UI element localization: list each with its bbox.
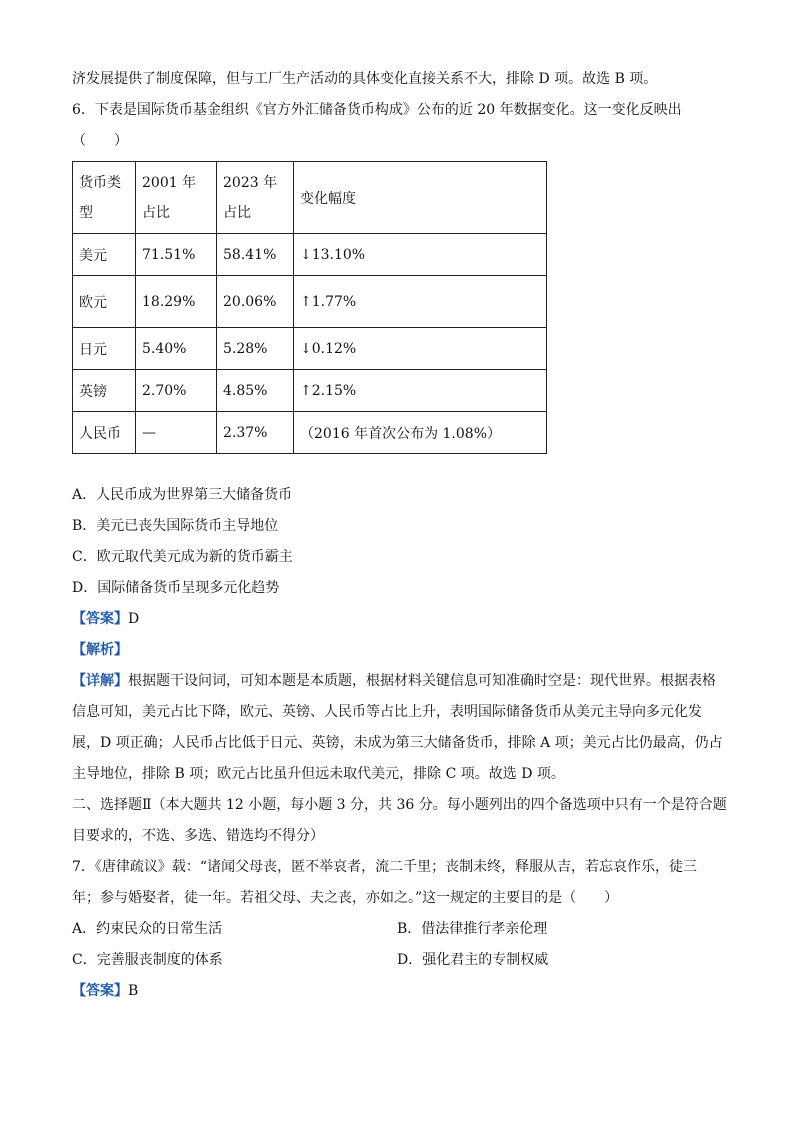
detail-text: 根据题干设问词，可知本题是本质题，根据材料关键信息可知准确时空是：现代世界。根据表格 (128, 673, 716, 689)
table-cell: 欧元 (73, 276, 136, 328)
header-cell: 2023 年占比 (217, 162, 294, 234)
q7-stem-line1: 7．《唐律疏议》载：“诸闻父母丧，匿不举哀者，流二千里；丧制未终，释服从吉，若忘哀作乐，徒三 (72, 859, 698, 875)
reserve-currency-table (72, 161, 547, 454)
table-cell: 71.51% (136, 234, 217, 276)
table-cell: ↑2.15% (294, 370, 547, 412)
table-cell: ↓0.12% (294, 328, 547, 370)
section2-heading-line1: 二、选择题Ⅱ（本大题共 12 小题，每小题 3 分，共 36 分。每小题列出的四个备选项中只有一个是符合题 (72, 797, 727, 813)
q7-option-d: D．强化君主的专制权威 (397, 952, 549, 968)
table-cell: 人民币 (73, 412, 136, 454)
table-cell: ↑1.77% (294, 276, 547, 328)
table-cell: — (136, 412, 217, 454)
table-header-row (73, 162, 547, 234)
analysis-tag: 【解析】 (72, 642, 128, 658)
section2-heading-line2: 目要求的，不选、多选、错选均不得分） (72, 828, 324, 844)
q7-option-c: C．完善服丧制度的体系 (72, 952, 223, 968)
table-cell: 18.29% (136, 276, 217, 328)
header-cell: 2001 年占比 (136, 162, 217, 234)
header-cell: 变化幅度 (294, 162, 547, 234)
table-cell: 20.06% (217, 276, 294, 328)
q7-answer (72, 976, 722, 1007)
q6-option-c: C．欧元取代美元成为新的货币霸主 (72, 549, 293, 565)
table-row (73, 412, 547, 454)
answer-value: D (128, 611, 140, 627)
table-row (73, 234, 547, 276)
q6-stem-line1: 6．下表是国际货币基金组织《官方外汇储备货币构成》公布的近 20 年数据变化。这一变化反映出 (72, 102, 682, 118)
q6-option-b: B．美元已丧失国际货币主导地位 (72, 518, 279, 534)
table-cell: 4.85% (217, 370, 294, 412)
document-page (72, 64, 727, 1007)
table-cell: ↓13.10% (294, 234, 547, 276)
q6-detail-line2: 信息可知，美元占比下降，欧元、英镑、人民币等占比上升，表明国际储备货币从美元主导向多元化发 (72, 704, 702, 720)
q6-answer (72, 604, 722, 635)
q6-option-a: A．人民币成为世界第三大储备货币 (72, 487, 293, 503)
table-cell: 5.40% (136, 328, 217, 370)
q6-detail-line3: 展，D 项正确；人民币占比低于日元、英镑，未成为第三大储备货币，排除 A 项；美元占比仍最高，仍占 (72, 735, 723, 751)
answer-tag: 【答案】 (72, 983, 128, 999)
q7-option-b: B．借法律推行孝亲伦理 (397, 921, 548, 937)
q6-option-d: D．国际储备货币呈现多元化趋势 (72, 580, 280, 596)
q7-options-row2 (72, 945, 722, 976)
table-cell: 5.28% (217, 328, 294, 370)
table-cell: 2.70% (136, 370, 217, 412)
table-cell: 英镑 (73, 370, 136, 412)
detail-tag: 【详解】 (72, 673, 128, 689)
table-row (73, 328, 547, 370)
table-cell: 58.41% (217, 234, 294, 276)
table-cell: 2.37% (217, 412, 294, 454)
q6-detail-line4: 主导地位，排除 B 项；欧元占比虽升但远未取代美元，排除 C 项。故选 D 项。 (72, 766, 565, 782)
table-cell: （2016 年首次公布为 1.08%） (294, 412, 547, 454)
answer-tag: 【答案】 (72, 611, 128, 627)
q7-options-row1 (72, 914, 722, 945)
table-row (73, 276, 547, 328)
answer-value: B (128, 983, 139, 999)
q7-stem-line2: 年；参与婚娶者，徒一年。若祖父母、夫之丧，亦如之。”这一规定的主要目的是（ ） (72, 890, 619, 906)
q6-analysis (72, 635, 722, 666)
q6-stem-line2: （ ） (72, 133, 128, 149)
table-cell: 日元 (73, 328, 136, 370)
table-cell: 美元 (73, 234, 136, 276)
q6-detail-line1 (72, 666, 722, 697)
previous-answer-tail: 济发展提供了制度保障，但与工厂生产活动的具体变化直接关系不大，排除 D 项。故选 B 项。 (72, 71, 658, 87)
header-cell: 货币类型 (73, 162, 136, 234)
table-row (73, 370, 547, 412)
q7-option-a: A．约束民众的日常生活 (72, 921, 223, 937)
